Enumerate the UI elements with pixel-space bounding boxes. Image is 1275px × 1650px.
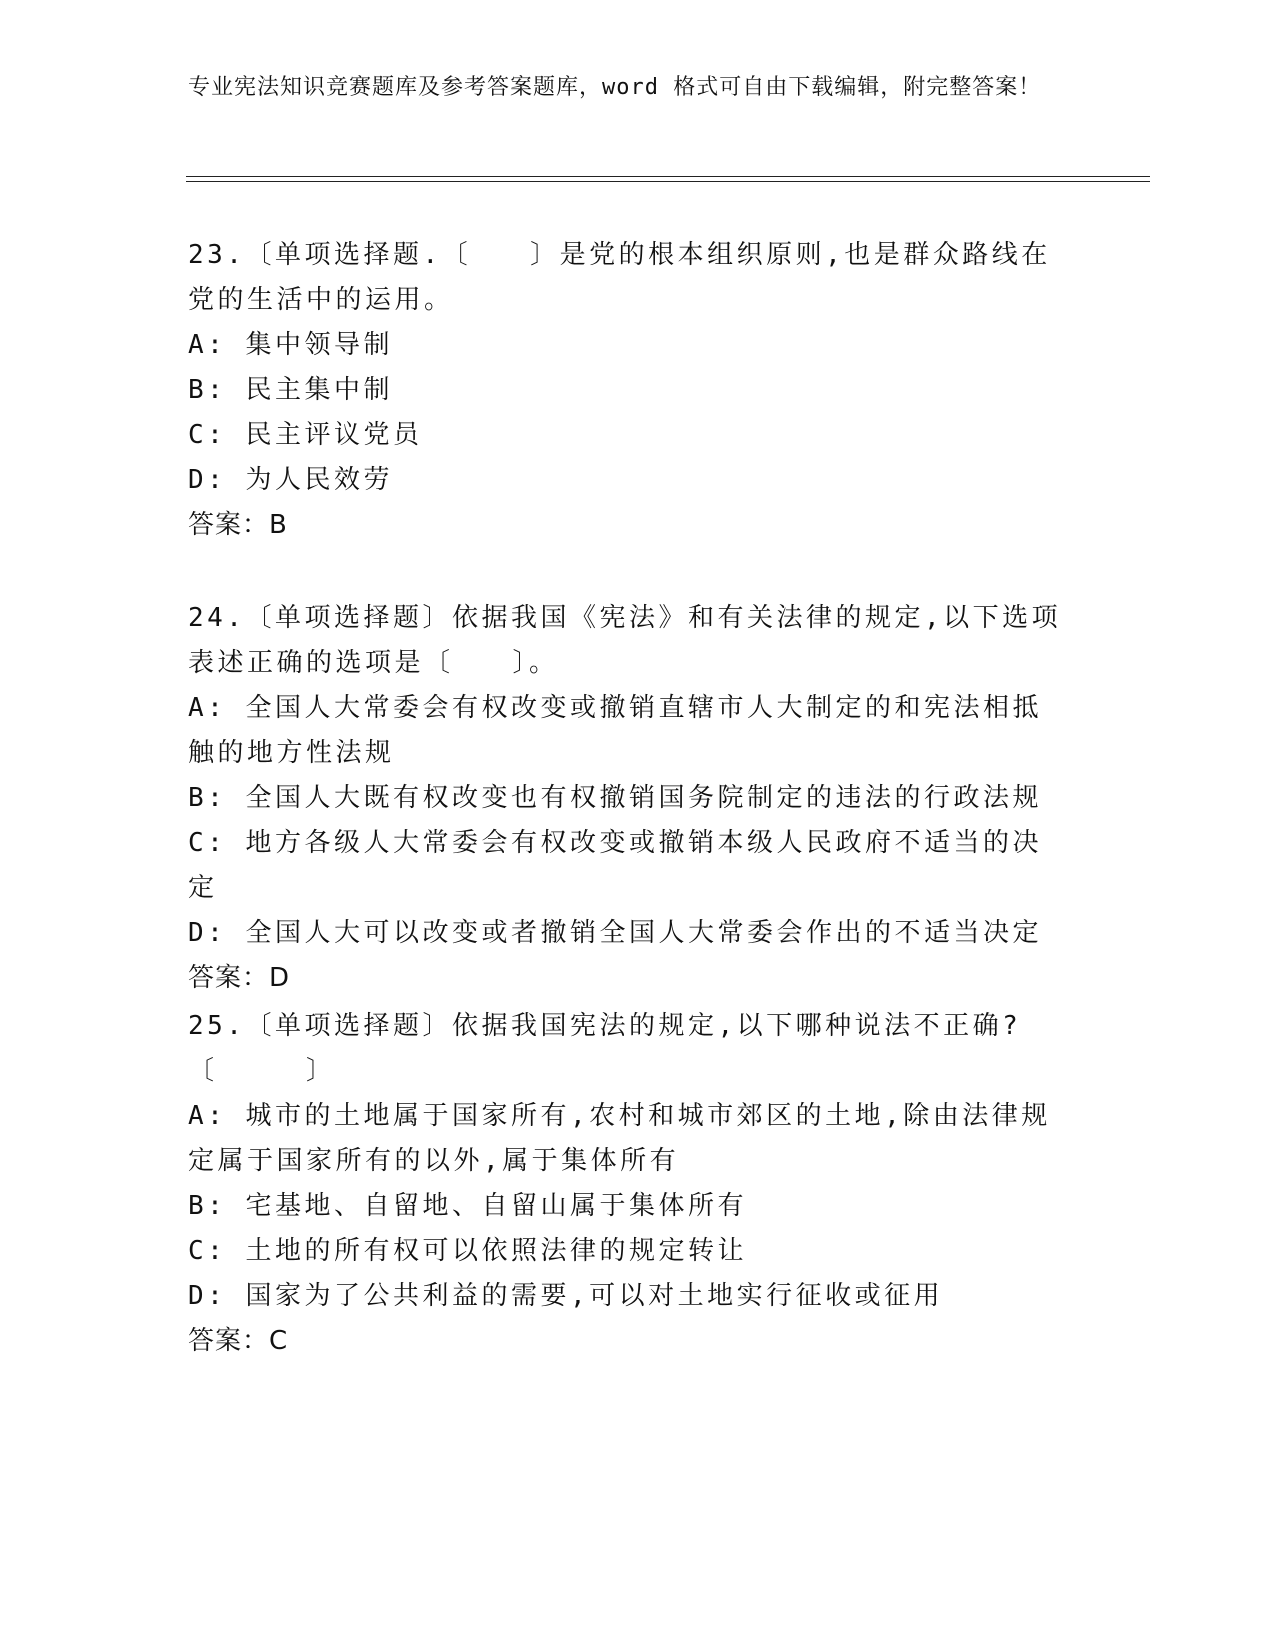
option-d: D: 全国人大可以改变或者撤销全国人大常委会作出的不适当决定 <box>188 918 1042 948</box>
question-answer: 答案：B <box>188 510 288 540</box>
option-a: A: 全国人大常委会有权改变或撤销直辖市人大制定的和宪法相抵触的地方性法规 <box>188 693 1042 768</box>
question-answer: 答案：D <box>188 963 291 993</box>
question-stem: 23.〔单项选择题.〔 〕是党的根本组织原则,也是群众路线在党的生活中的运用。 <box>188 240 1051 315</box>
document-header: 专业宪法知识竞赛题库及参考答案题库，word 格式可自由下载编辑，附完整答案！ <box>188 75 1042 100</box>
option-b: B: 宅基地、自留地、自留山属于集体所有 <box>188 1191 747 1221</box>
question-stem: 24.〔单项选择题〕依据我国《宪法》和有关法律的规定,以下选项表述正确的选项是〔 〕。 <box>188 603 1062 678</box>
question-23 <box>188 233 1068 548</box>
question-25 <box>188 1004 1068 1364</box>
option-c: C: 民主评议党员 <box>188 420 423 450</box>
option-a: A: 集中领导制 <box>188 330 393 360</box>
question-answer: 答案：C <box>188 1326 289 1356</box>
question-24 <box>188 596 1068 1001</box>
option-d: D: 国家为了公共利益的需要,可以对土地实行征收或征用 <box>188 1281 944 1311</box>
header-divider-top <box>186 176 1150 177</box>
header-divider-bottom <box>186 181 1150 182</box>
option-b: B: 民主集中制 <box>188 375 393 405</box>
option-b: B: 全国人大既有权改变也有权撤销国务院制定的违法的行政法规 <box>188 783 1042 813</box>
option-c: C: 土地的所有权可以依照法律的规定转让 <box>188 1236 747 1266</box>
option-a: A: 城市的土地属于国家所有,农村和城市郊区的土地,除由法律规定属于国家所有的以外,属于集体所有 <box>188 1101 1051 1176</box>
question-stem: 25.〔单项选择题〕依据我国宪法的规定,以下哪种说法不正确?〔 〕 <box>188 1011 1022 1086</box>
option-d: D: 为人民效劳 <box>188 465 393 495</box>
option-c: C: 地方各级人大常委会有权改变或撤销本级人民政府不适当的决定 <box>188 828 1042 903</box>
